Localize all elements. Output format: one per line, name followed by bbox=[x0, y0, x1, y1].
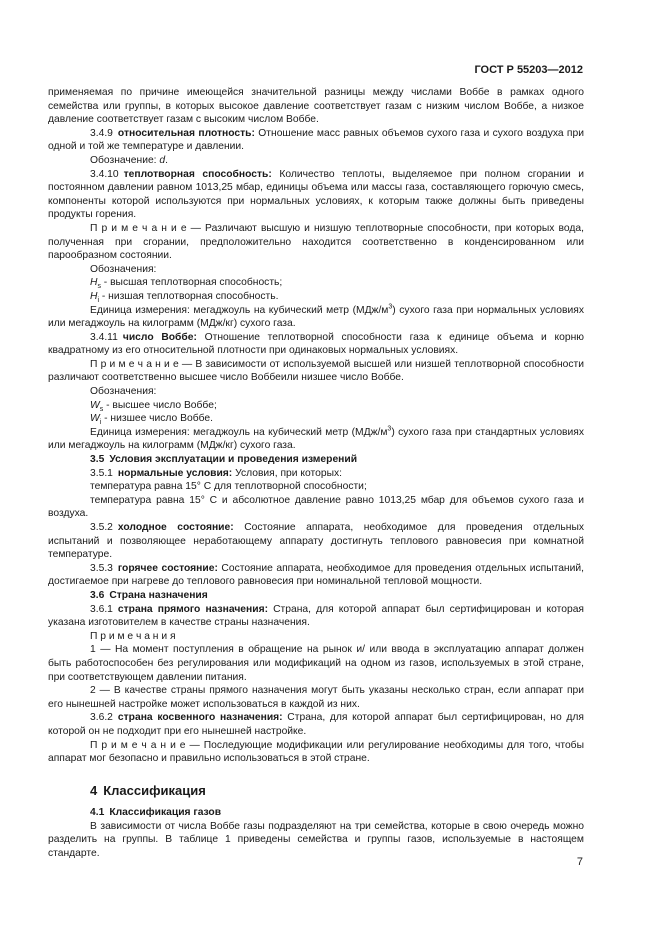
clause-number: 3.5.2 bbox=[90, 522, 113, 533]
document-header: ГОСТ Р 55203—2012 bbox=[474, 64, 583, 76]
note-3-4-10 bbox=[48, 222, 584, 263]
section-4-title bbox=[48, 784, 584, 798]
clause-3-5-1 bbox=[48, 467, 584, 481]
unit-text: Единица измерения: мегаджоуль на кубический метр (МДж/м bbox=[90, 304, 389, 316]
symbol-meaning: - высшая теплотворная способность; bbox=[100, 277, 283, 289]
note-3-6-2 bbox=[48, 739, 584, 766]
designation-hs bbox=[48, 276, 584, 290]
symbol-subscript: i bbox=[99, 419, 102, 427]
symbol-subscript: i bbox=[97, 296, 99, 304]
term: холодное состояние: bbox=[117, 522, 234, 533]
subsection-title: Условия эксплуатации и проведения измерений bbox=[109, 454, 358, 466]
clause-number: 3.5.3 bbox=[90, 562, 113, 574]
note-text: Различают высшую и низшую теплотворные способности, при которых вода, полученная при сгорании, предположительно находится соответственно в конденсированном или парообразном состоянии. bbox=[48, 222, 584, 262]
definition: Количество теплоты, выделяемое при полном сгорании и постоянном давлении равном 1013,25 мбар, единицы объема или массы газа, составляющего горючую смесь, компоненты которой используются при нормальных условиях, к которым также должны быть приведены продукты горения. bbox=[48, 168, 584, 221]
term: страна прямого назначения: bbox=[117, 603, 269, 615]
subsection-number: 4.1 bbox=[90, 807, 105, 819]
note-text: Последующие модификации или регулирование необходимы для того, чтобы аппарат мог безопасно и правильно использоваться в этой стране. bbox=[48, 739, 584, 765]
subsection-title: Страна назначения bbox=[109, 589, 208, 601]
definition: Отношение масс равных объемов сухого газа и сухого воздуха при одной и той же температуре и давлении. bbox=[48, 127, 584, 153]
symbol-subscript: s bbox=[99, 405, 104, 413]
designation-hi bbox=[48, 290, 584, 304]
unit-text-end: ) сухого газа при нормальных условиях или мегаджоуль на килограмм (МДж/кг) сухого газа. bbox=[48, 304, 584, 330]
designation-line bbox=[48, 154, 584, 168]
designation-label: Обозначение: bbox=[90, 154, 160, 166]
term: относительная плотность: bbox=[117, 127, 255, 139]
document-body bbox=[48, 86, 584, 861]
definition: Отношение теплотворной способности газа к единице объема и корню квадратному из его относительной плотности при одинаковых нормальных условиях. bbox=[48, 331, 584, 357]
paragraph-intro: применяемая по причине имеющейся значительной разницы между числами Воббе в рамках одного семейства или группы, в которых высокое давление соответствует газам с низким числом Воббе, а низкое давление соответствует газам с высоким числом Воббе. bbox=[48, 87, 584, 126]
note-text: зависимости от используемой высшей или низшей теплотворной способности различают соответственно высшее число Воббеили низшее число Воббе. bbox=[48, 358, 585, 384]
subsection-4-1-title bbox=[48, 806, 584, 820]
page-number: 7 bbox=[576, 856, 583, 868]
subsection-3-6-title bbox=[48, 589, 584, 603]
paragraph-4-1: В зависимости от числа Воббе газы подразделяют на три семейства, которые в свою очередь можно разделить на группы. В таблице 1 приведены семейства и группы газов, используемые в настоящем стандарте. bbox=[48, 820, 584, 860]
clause-number: 3.4.9 bbox=[90, 127, 113, 139]
definition: Состояние аппарата, необходимое для проведения отдельных испытаний, достигаемое при нагреве до теплового равновесия при номинальной тепловой мощности. bbox=[48, 562, 584, 588]
term: теплотворная способность: bbox=[123, 168, 272, 180]
designation-wi bbox=[48, 412, 584, 426]
term: число Воббе: bbox=[122, 331, 197, 343]
symbol: W bbox=[90, 413, 100, 425]
symbol-meaning: - низшее число Воббе. bbox=[101, 413, 214, 425]
clause-number: 3.4.10 bbox=[90, 168, 119, 180]
designations-label: Обозначения: bbox=[90, 386, 157, 398]
unit-3-4-11 bbox=[48, 426, 584, 453]
term: горячее состояние: bbox=[117, 562, 218, 574]
designations-label: Обозначения: bbox=[90, 263, 157, 275]
definition: Условия, при которых: bbox=[232, 467, 342, 479]
clause-number: 3.6.1 bbox=[90, 603, 113, 615]
clause-3-6-1 bbox=[48, 603, 584, 630]
definition: Страна, для которой аппарат был сертифицирован, но для которой он не подходит при его нынешней настройке. bbox=[48, 712, 585, 737]
condition-item: температура равна 15° С для теплотворной способности; bbox=[90, 481, 367, 493]
notes-label: П р и м е ч а н и я bbox=[90, 630, 176, 642]
unit-text-end: ) сухого газа при стандартных условиях или мегаджоуль на килограмм (МДж/кг) сухого газа. bbox=[48, 426, 584, 452]
clause-3-4-10 bbox=[48, 168, 584, 222]
note-label: П р и м е ч а н и е — В bbox=[90, 358, 203, 370]
condition-item: температура равна 15° С и абсолютное давление равно 1013,25 мбар для объемов сухого газа и воздуха. bbox=[48, 494, 584, 520]
definition: Состояние аппарата, необходимое для проведения отдельных испытаний и позволяющее неработающему аппарату достигнуть теплового равновесия при комнатной температуре. bbox=[48, 522, 585, 561]
subsection-number: 3.5 bbox=[90, 454, 105, 466]
clause-3-4-9 bbox=[48, 127, 584, 154]
clause-number: 3.4.11 bbox=[90, 331, 118, 343]
clause-3-4-11 bbox=[48, 331, 584, 358]
note-label: П р и м е ч а н и е — bbox=[90, 739, 200, 751]
symbol: H bbox=[90, 277, 98, 289]
note-3-4-11 bbox=[48, 358, 584, 385]
symbol-meaning: - высшее число Воббе; bbox=[103, 399, 217, 411]
designation-symbol: d bbox=[159, 154, 166, 166]
subsection-number: 3.6 bbox=[90, 589, 105, 601]
section-number: 4 bbox=[90, 782, 98, 798]
clause-number: 3.6.2 bbox=[90, 712, 113, 724]
definition: Страна, для которой аппарат был сертифицирован и которая указана изготовителем в качестве страны назначения. bbox=[48, 603, 584, 629]
unit-superscript: 3 bbox=[387, 425, 392, 433]
clause-3-6-2 bbox=[48, 711, 584, 738]
symbol-meaning: - низшая теплотворная способность. bbox=[99, 290, 279, 302]
note-item: 1 — На момент поступления в обращение на рынок и/ или ввода в эксплуатацию аппарат должен быть работоспособен без регулирования или модификаций на одном из газов, используемых в этой стране, при соответствующем давлении питания. bbox=[48, 644, 584, 683]
symbol-subscript: s bbox=[97, 283, 101, 291]
unit-superscript: 3 bbox=[388, 303, 393, 311]
unit-text: Единица измерения: мегаджоуль на кубический метр (МДж/м bbox=[90, 426, 388, 438]
subsection-3-5-title bbox=[48, 453, 584, 467]
note-label: П р и м е ч а н и е — bbox=[90, 222, 201, 234]
subsection-title: Классификация газов bbox=[109, 807, 222, 819]
designation-end: . bbox=[165, 154, 169, 166]
clause-number: 3.5.1 bbox=[90, 467, 113, 479]
clause-3-5-2 bbox=[48, 521, 584, 562]
designation-ws bbox=[48, 399, 584, 413]
section-title: Классификация bbox=[103, 782, 206, 798]
term: страна косвенного назначения: bbox=[117, 712, 283, 724]
term: нормальные условия: bbox=[117, 467, 233, 479]
symbol: W bbox=[90, 399, 100, 411]
unit-3-4-10 bbox=[48, 304, 584, 331]
clause-3-5-3 bbox=[48, 562, 584, 589]
symbol: H bbox=[90, 290, 98, 302]
note-item: 2 — В качестве страны прямого назначения могут быть указаны несколько стран, если аппарат при его нынешней настройке может использоваться в каждой из них. bbox=[48, 685, 584, 710]
